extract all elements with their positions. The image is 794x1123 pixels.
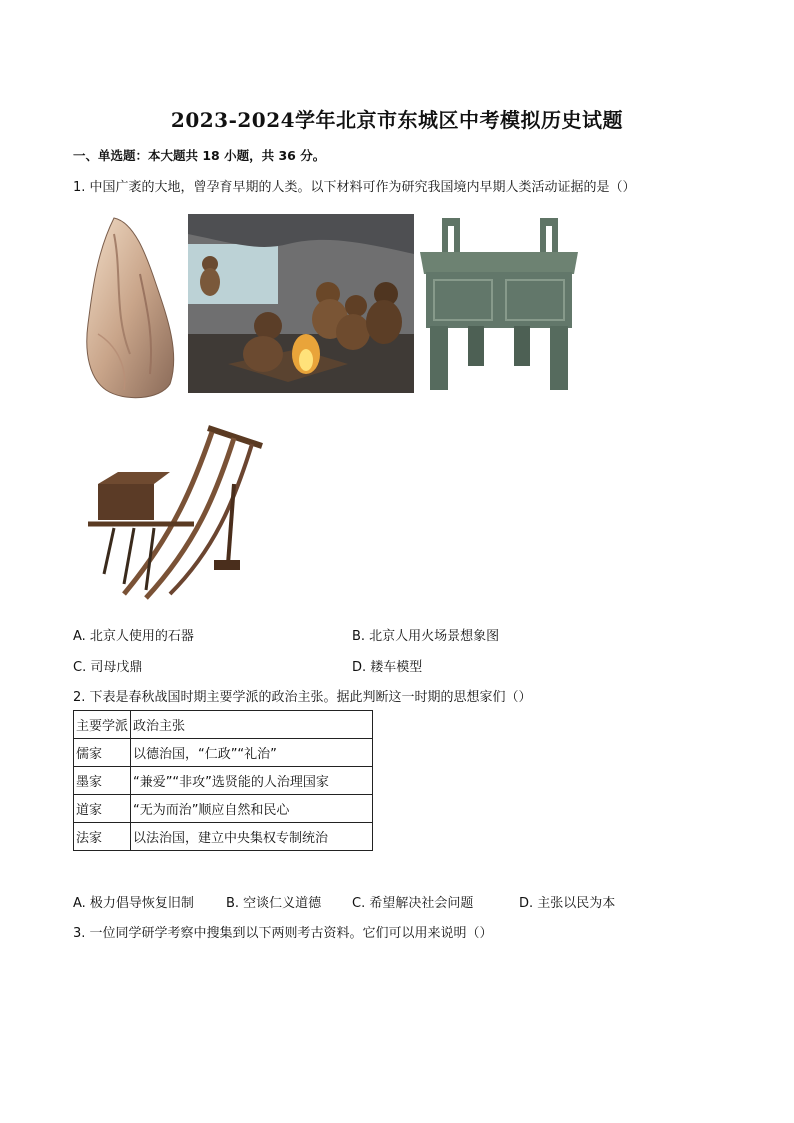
q2-option-b[interactable]: B. 空谈仁义道德 [226,896,322,911]
stone-tool-image [84,214,180,402]
table-cell-claim: “无为而治”顺应自然和民心 [130,795,372,823]
question-2-stem: 2. 下表是春秋战国时期主要学派的政治主张。据此判断这一时期的思想家们（） [73,690,532,705]
table-header-cell: 主要学派 [74,711,131,739]
seed-drill-model-image [84,424,264,606]
question-1-stem: 1. 中国广袤的大地，曾孕育早期的人类。以下材料可作为研究我国境内早期人类活动证据的是（） [73,180,636,195]
table-header-row [74,711,373,739]
q2-option-d[interactable]: D. 主张以民为本 [519,896,616,911]
table-row [74,795,373,823]
page-title: 2023-2024学年北京市东城区中考模拟历史试题 [170,108,624,132]
table-cell-school: 法家 [74,823,131,851]
q1-option-d[interactable]: D. 耧车模型 [352,660,423,675]
cave-fire-scene-image [188,214,414,393]
q2-option-c[interactable]: C. 希望解决社会问题 [352,896,474,911]
table-row [74,823,373,851]
q1-option-a[interactable]: A. 北京人使用的石器 [73,629,194,644]
q1-option-c[interactable]: C. 司母戊鼎 [73,660,143,675]
table-row [74,739,373,767]
table-cell-claim: 以法治国，建立中央集权专制统治 [130,823,372,851]
section-heading: 一、单选题：本大题共 18 小题，共 36 分。 [73,148,326,163]
schools-table [73,710,373,851]
table-cell-school: 墨家 [74,767,131,795]
q2-option-a[interactable]: A. 极力倡导恢复旧制 [73,896,194,911]
table-cell-claim: “兼爱”“非攻”选贤能的人治理国家 [130,767,372,795]
question-3-stem: 3. 一位同学研学考察中搜集到以下两则考古资料。它们可以用来说明（） [73,926,493,941]
table-header-cell: 政治主张 [130,711,372,739]
simuwu-ding-image [416,214,582,394]
table-cell-claim: 以德治国，“仁政”“礼治” [130,739,372,767]
table-cell-school: 儒家 [74,739,131,767]
q1-option-b[interactable]: B. 北京人用火场景想象图 [352,629,500,644]
table-cell-school: 道家 [74,795,131,823]
table-row [74,767,373,795]
